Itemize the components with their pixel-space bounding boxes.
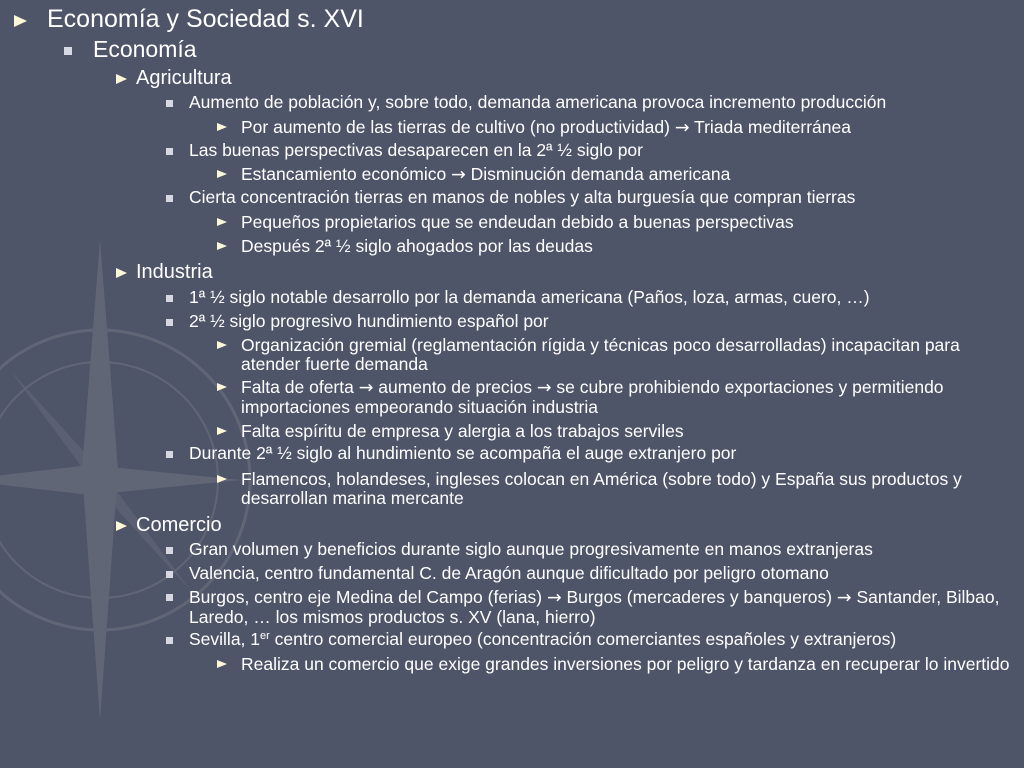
- list-item: Después 2ª ½ siglo ahogados por las deudas: [217, 237, 1012, 256]
- list-item: Aumento de población y, sobre todo, demanda americana provoca incremento producción: [166, 94, 1006, 112]
- right-arrow-icon: →: [451, 165, 466, 185]
- square-bullet-icon: [166, 594, 173, 601]
- square-bullet-icon: [166, 100, 173, 107]
- heading-agricultura: Agricultura: [116, 68, 232, 88]
- triangle-bullet-icon: [217, 123, 227, 131]
- square-bullet-icon: [166, 319, 173, 326]
- square-bullet-icon: [166, 451, 173, 458]
- slide-title: Economía y Sociedad s. XVI: [14, 7, 364, 32]
- triangle-bullet-icon: [14, 15, 27, 27]
- square-bullet-icon: [166, 637, 173, 644]
- list-item: Valencia, centro fundamental C. de Aragón aunque dificultado por peligro otomano: [166, 565, 1006, 583]
- heading-comercio: Comercio: [116, 515, 222, 535]
- square-bullet-icon: [166, 571, 173, 578]
- right-arrow-icon: →: [836, 588, 852, 608]
- list-item: Sevilla, 1er centro comercial europeo (concentración comerciantes españoles y extranjeros): [166, 631, 1006, 649]
- list-item: Flamencos, holandeses, ingleses colocan en América (sobre todo) y España sus productos y desarrollan marina mercante: [217, 470, 1012, 508]
- list-item: Falta de oferta → aumento de precios → se cubre prohibiendo exportaciones y permitiendo importaciones empeorando situación industria: [217, 378, 1012, 417]
- triangle-bullet-icon: [116, 521, 127, 531]
- list-item: Cierta concentración tierras en manos de nobles y alta burguesía que compran tierras: [166, 189, 1006, 207]
- list-item: Realiza un comercio que exige grandes inversiones por peligro y tardanza en recuperar lo invertido: [217, 655, 1012, 674]
- list-item: Estancamiento económico → Disminución demanda americana: [217, 165, 1012, 185]
- section-economia: Economía: [64, 38, 197, 61]
- triangle-bullet-icon: [217, 170, 227, 178]
- list-item: 2ª ½ siglo progresivo hundimiento español por: [166, 313, 1006, 331]
- list-item: Falta espíritu de empresa y alergia a los trabajos serviles: [217, 422, 1012, 441]
- triangle-bullet-icon: [217, 383, 227, 391]
- list-item: 1ª ½ siglo notable desarrollo por la demanda americana (Paños, loza, armas, cuero, …): [166, 289, 1006, 307]
- square-bullet-icon: [166, 148, 173, 155]
- right-arrow-icon: →: [536, 378, 552, 398]
- right-arrow-icon: →: [546, 588, 562, 608]
- right-arrow-icon: →: [674, 118, 690, 138]
- list-item: Las buenas perspectivas desaparecen en la 2ª ½ siglo por: [166, 142, 1006, 160]
- triangle-bullet-icon: [217, 427, 227, 435]
- list-item: Pequeños propietarios que se endeudan debido a buenas perspectivas: [217, 213, 1012, 232]
- triangle-bullet-icon: [217, 218, 227, 226]
- triangle-bullet-icon: [217, 475, 227, 483]
- heading-industria: Industria: [116, 262, 213, 282]
- list-item: Organización gremial (reglamentación rígida y técnicas poco desarrolladas) incapacitan para atender fuerte demanda: [217, 336, 1012, 374]
- triangle-bullet-icon: [116, 74, 127, 84]
- square-bullet-icon: [166, 547, 173, 554]
- triangle-bullet-icon: [217, 242, 227, 250]
- square-bullet-icon: [166, 295, 173, 302]
- triangle-bullet-icon: [217, 341, 227, 349]
- list-item: Por aumento de las tierras de cultivo (no productividad) → Triada mediterránea: [217, 118, 1012, 138]
- list-item: Durante 2ª ½ siglo al hundimiento se acompaña el auge extranjero por: [166, 445, 1006, 463]
- square-bullet-icon: [64, 47, 72, 55]
- right-arrow-icon: →: [358, 378, 374, 398]
- list-item: Gran volumen y beneficios durante siglo aunque progresivamente en manos extranjeras: [166, 541, 1006, 559]
- list-item: Burgos, centro eje Medina del Campo (ferias) → Burgos (mercaderes y banqueros) → Santander, Bilbao, Laredo, … los mismos productos s. XV (lana, hierro): [166, 588, 1006, 627]
- square-bullet-icon: [166, 195, 173, 202]
- triangle-bullet-icon: [217, 660, 227, 668]
- triangle-bullet-icon: [116, 268, 127, 278]
